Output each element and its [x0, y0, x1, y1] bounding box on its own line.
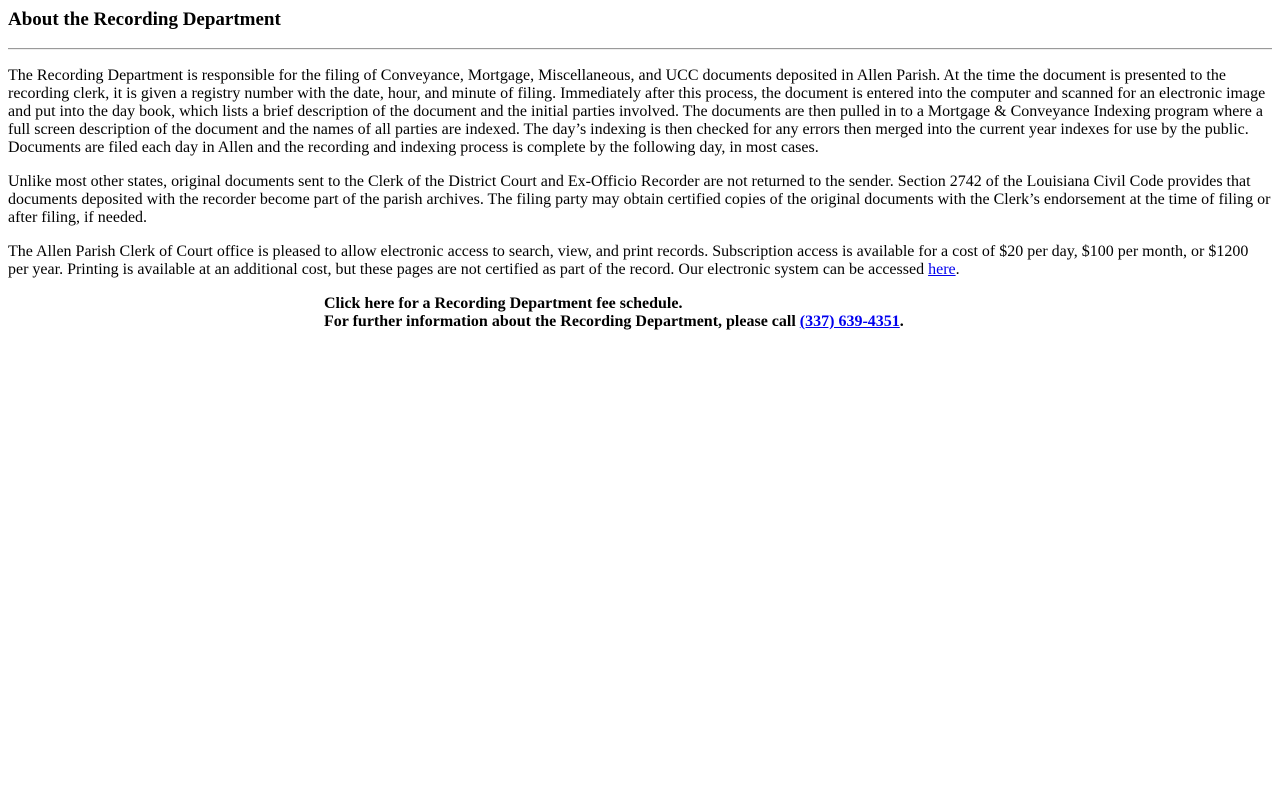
- contact-info-block: [324, 295, 1272, 331]
- electronic-access-text: The Allen Parish Clerk of Court office is pleased to allow electronic access to search, view, and print records. Subscription access is available for a cost of $20 per day, $100 per month, or $1200 per year. Printing is available at an additional cost, but these pages are not certified as part of the record. Our electronic system can be accessed: [8, 243, 1249, 278]
- contact-text: For further information about the Recording Department, please call: [324, 313, 800, 330]
- page-title: About the Recording Department: [8, 9, 281, 30]
- page-content: [0, 0, 1280, 331]
- fee-schedule-link[interactable]: Click here for a Recording Department fee schedule.: [324, 295, 683, 312]
- contact-line: [324, 313, 1272, 331]
- phone-link[interactable]: (337) 639-4351: [799, 313, 900, 330]
- electronic-system-link[interactable]: here: [928, 261, 956, 278]
- contact-end: .: [899, 313, 904, 330]
- paragraph-recording-process: The Recording Department is responsible for the filing of Conveyance, Mortgage, Miscellaneous, and UCC documents deposited in Allen Parish. At the time the document is presented to the recording clerk, it is given a registry number with the date, hour, and minute of filing. Immediately after this process, the document is entered into the computer and scanned for an electronic image and put into the day book, which lists a brief description of the document and the initial parties involved. The documents are then pulled in to a Mortgage & Conveyance Indexing program where a full screen description of the document and the names of all parties are indexed. The day’s indexing is then checked for any errors then merged into the current year indexes for use by the public. Documents are filed each day in Allen and the recording and indexing process is complete by the following day, in most cases.: [8, 67, 1266, 156]
- title-divider: [8, 48, 1272, 50]
- electronic-access-end: .: [955, 261, 960, 278]
- paragraph-original-documents: Unlike most other states, original documents sent to the Clerk of the District Court and Ex-Officio Recorder are not returned to the sender. Section 2742 of the Louisiana Civil Code provides that documents deposited with the recorder become part of the parish archives. The filing party may obtain certified copies of the original documents with the Clerk’s endorsement at the time of filing or after filing, if needed.: [8, 173, 1271, 226]
- paragraph-electronic-access: [8, 243, 1272, 279]
